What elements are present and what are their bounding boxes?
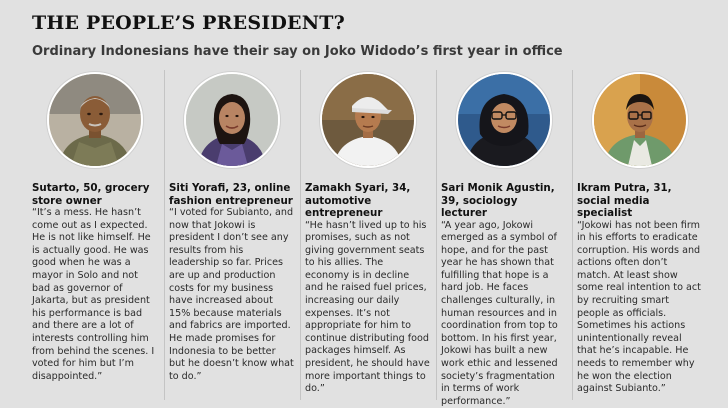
profile-card (436, 70, 572, 400)
profile-card (572, 70, 708, 400)
portrait-photo (184, 72, 280, 168)
portrait-photo (456, 72, 552, 168)
portrait-photo (47, 72, 143, 168)
person-quote: “I voted for Subianto, and now that Jokowi is president I don’t see any results from his leadership so far. Prices are up and production costs for my business have increased about 15% because materials and fabrics are imported. He made promises for Indonesia to be better but he doesn’t know what to do.” (169, 207, 294, 383)
person-name: Sutarto, 50, grocery store owner (32, 182, 158, 207)
person-name: Sari Monik Agustin, 39, sociology lecturer (441, 182, 566, 220)
profile-card (28, 70, 164, 400)
person-quote: “It’s a mess. He hasn’t come out as I expected. He is not like himself. He is actually good. He was good when he was a mayor in Solo and not bad as governor of Jakarta, but as president his performance is bad and there are a lot of interests controlling him from behind the scenes. I voted for him but I’m disappointed.” (32, 207, 158, 383)
portrait-photo (592, 72, 688, 168)
portrait-photo (320, 72, 416, 168)
person-quote: “A year ago, Jokowi emerged as a symbol of hope, and for the past year he has shown that fulfilling that hope is a hard job. He faces challenges culturally, in human resources and in coordination from top to bottom. In his first year, Jokowi has built a new work ethic and lessened society’s fragmentation in terms of work performance.” (441, 220, 566, 408)
person-name: Siti Yorafi, 23, online fashion entrepreneur (169, 182, 294, 207)
profiles-row (28, 70, 708, 400)
headline: THE PEOPLE’S PRESIDENT? (32, 12, 345, 34)
person-name: Zamakh Syari, 34, automotive entrepreneur (305, 182, 430, 220)
profile-card (164, 70, 300, 400)
person-name: Ikram Putra, 31, social media specialist (577, 182, 702, 220)
subheadline: Ordinary Indonesians have their say on Joko Widodo’s first year in office (32, 44, 563, 59)
person-quote: “He hasn’t lived up to his promises, such as not giving government seats to his allies. The economy is in decline and he raised fuel prices, increasing our daily expenses. It’s not appropriate for him to continue distributing food packages himself. As president, he should have more important things to do.” (305, 220, 430, 396)
profile-card (300, 70, 436, 400)
person-quote: “Jokowi has not been firm in his efforts to eradicate corruption. His words and actions often don’t match. At least show some real intention to act by recruiting smart people as officials. Sometimes his actions unintentionally reveal that he’s incapable. He needs to remember why he won the election against Subianto.” (577, 220, 702, 396)
